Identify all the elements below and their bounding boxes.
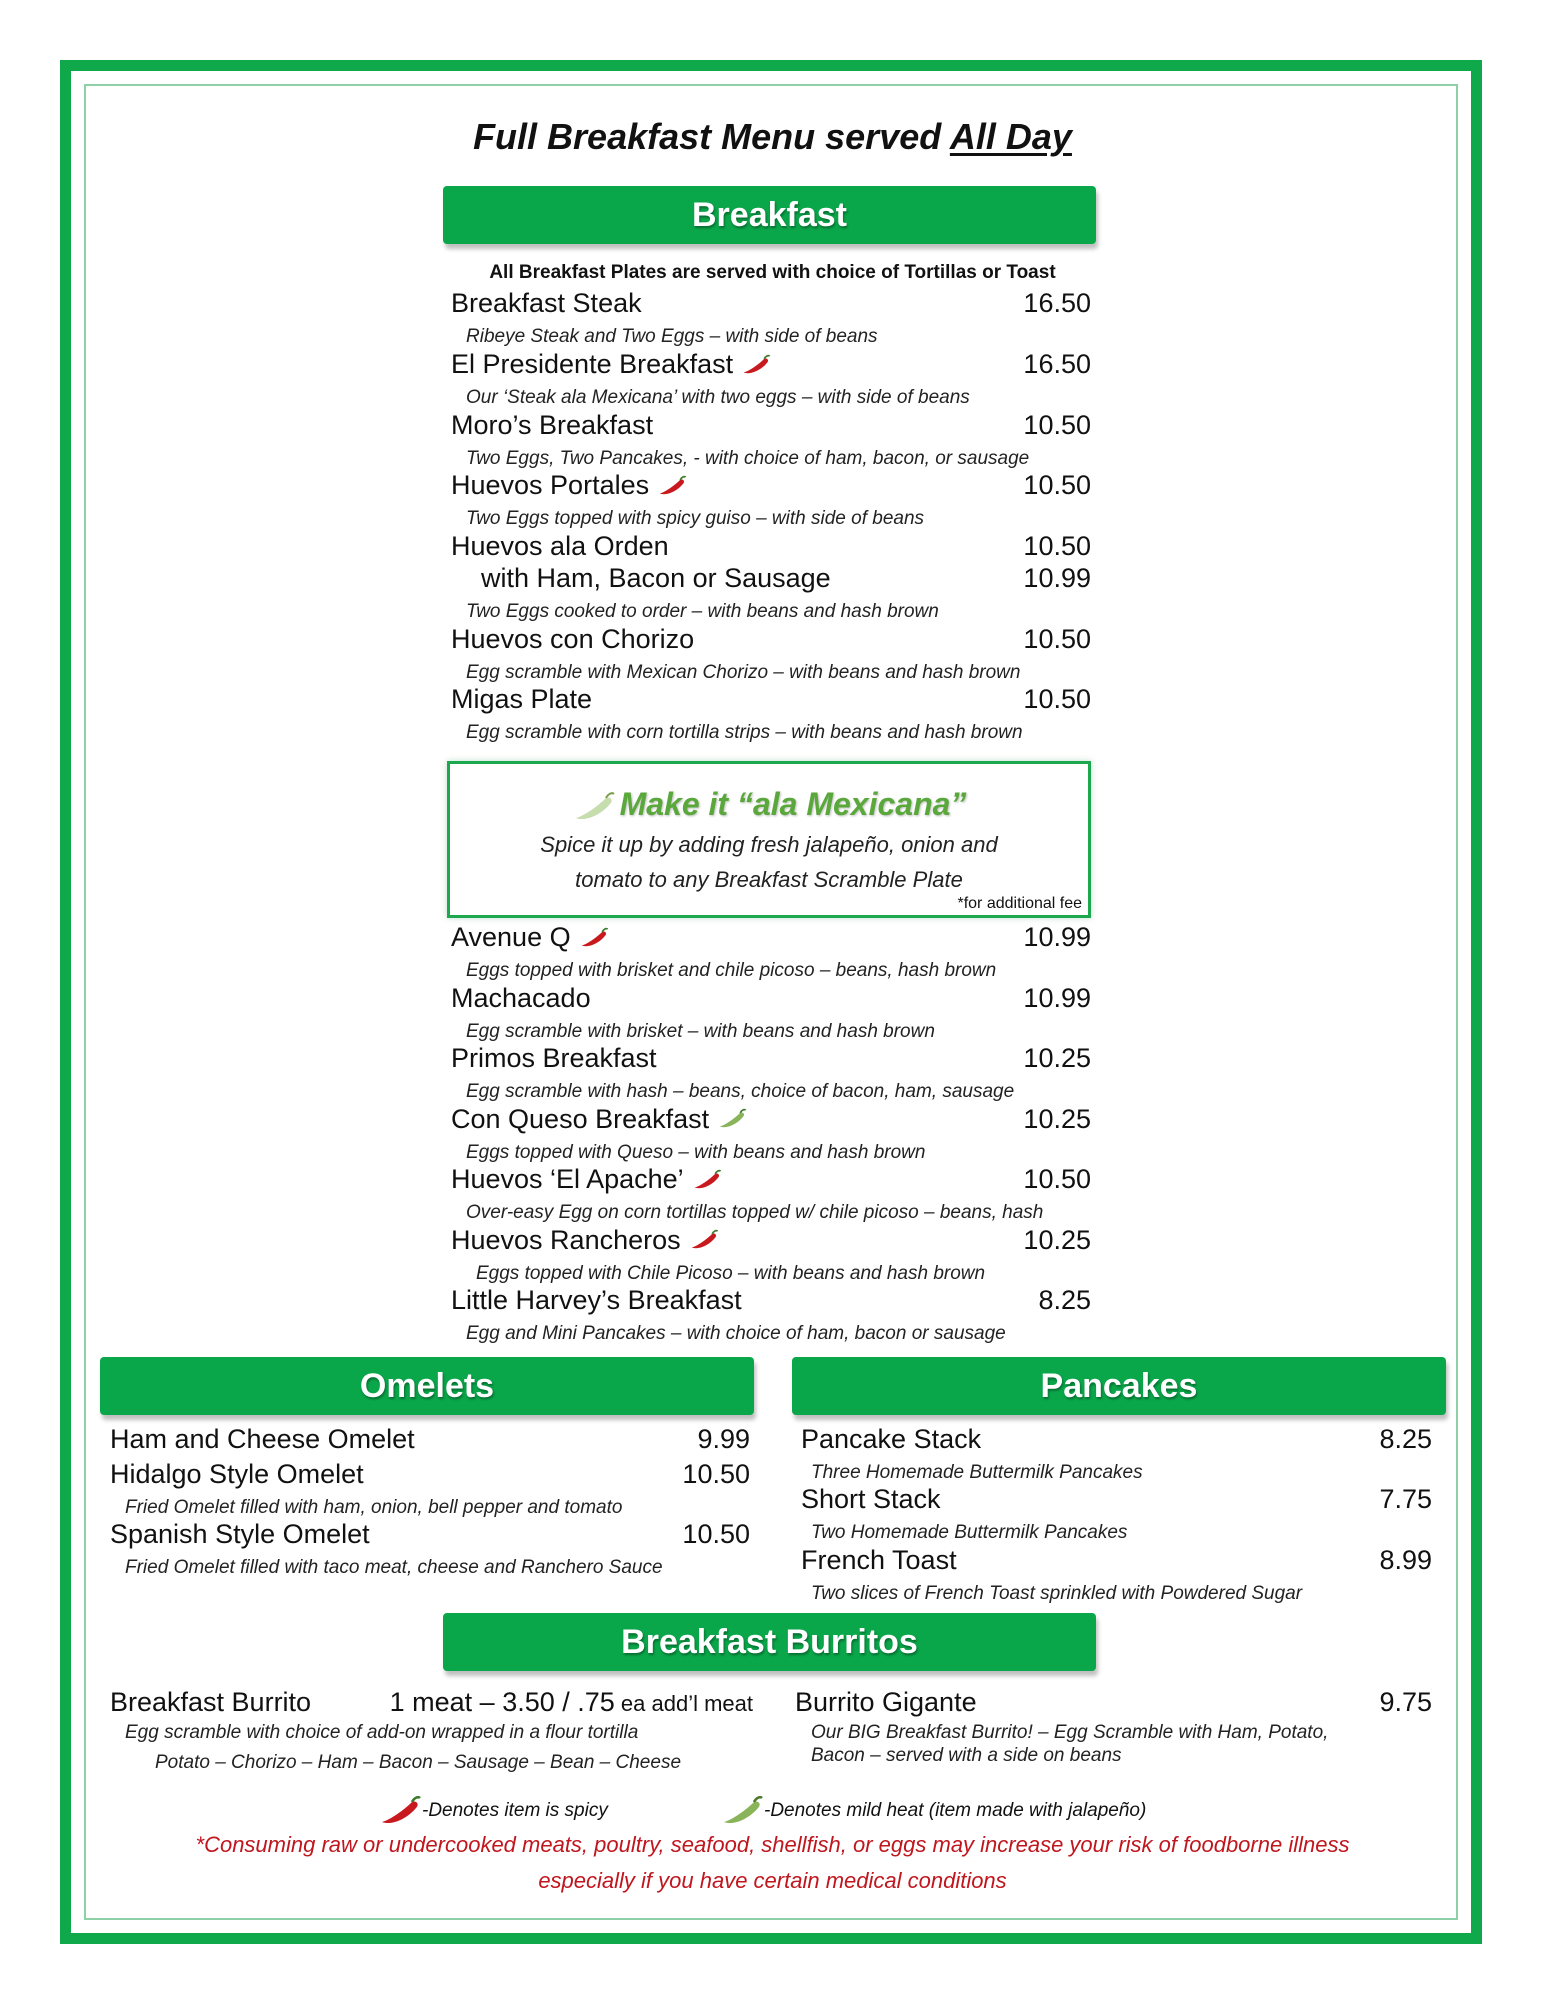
item-description: Three Homemade Buttermilk Pancakes bbox=[811, 1462, 1143, 1483]
warning-line1: *Consuming raw or undercooked meats, poultry, seafood, shellfish, or eggs may increase your risk of foodborne illness bbox=[195, 1832, 1350, 1857]
gigante-desc2: Bacon – served with a side on beans bbox=[811, 1745, 1122, 1766]
item-name bbox=[451, 983, 591, 1014]
item-price: 10.50 bbox=[1023, 531, 1091, 561]
warning-line2: especially if you have certain medical conditions bbox=[538, 1868, 1007, 1893]
item-price: 10.50 bbox=[1023, 684, 1091, 714]
item-name-text: Little Harvey’s Breakfast bbox=[451, 1285, 742, 1315]
mild-jalapeno-icon bbox=[717, 1108, 747, 1130]
menu-item bbox=[481, 563, 1091, 594]
burrito-row bbox=[110, 1687, 753, 1718]
spicy-chili-icon bbox=[657, 475, 687, 497]
menu-item bbox=[451, 922, 1091, 953]
item-description: Egg scramble with brisket – with beans and hash brown bbox=[466, 1020, 935, 1042]
item-price: 10.50 bbox=[1023, 410, 1091, 440]
item-description: Our ‘Steak ala Mexicana’ with two eggs – with side of beans bbox=[466, 387, 970, 408]
item-name: Ham and Cheese Omelet bbox=[110, 1424, 415, 1454]
spicy-chili-icon bbox=[378, 1796, 422, 1826]
item-name-text: Breakfast Steak bbox=[451, 288, 642, 318]
item-name-text: Huevos Rancheros bbox=[451, 1224, 681, 1255]
menu-item bbox=[801, 1484, 1432, 1515]
item-description: Over-easy Egg on corn tortillas topped w/ chile picoso – beans, hash bbox=[466, 1202, 1044, 1223]
menu-item bbox=[451, 410, 1091, 441]
item-price: 16.50 bbox=[1023, 288, 1091, 318]
page-title bbox=[0, 116, 1545, 158]
item-price: 10.25 bbox=[1023, 1103, 1091, 1134]
item-price: 10.99 bbox=[1023, 922, 1091, 952]
item-description: Egg scramble with hash – beans, choice of bacon, ham, sausage bbox=[466, 1081, 1015, 1102]
menu-item bbox=[451, 1104, 1091, 1135]
item-name-text: El Presidente Breakfast bbox=[451, 349, 734, 379]
menu-item bbox=[451, 531, 1091, 562]
item-name bbox=[451, 470, 687, 501]
menu-item bbox=[451, 624, 1091, 655]
item-description: Egg scramble with corn tortilla strips – with beans and hash brown bbox=[466, 722, 1023, 743]
item-name-text: Migas Plate bbox=[451, 684, 593, 714]
item-price: 10.99 bbox=[1023, 563, 1091, 593]
item-name-text: Machacado bbox=[451, 982, 591, 1013]
item-name: Hidalgo Style Omelet bbox=[110, 1459, 364, 1489]
omelets-header: Omelets bbox=[100, 1357, 754, 1415]
item-name-text: Huevos Portales bbox=[451, 470, 650, 500]
item-description: Two Eggs cooked to order – with beans and hash brown bbox=[466, 601, 939, 622]
burrito-desc2: Potato – Chorizo – Ham – Bacon – Sausage – Bean – Cheese bbox=[155, 1752, 682, 1773]
item-name bbox=[451, 349, 771, 380]
item-price: 7.75 bbox=[1379, 1484, 1432, 1514]
item-name bbox=[451, 1164, 722, 1195]
item-description: Eggs topped with Chile Picoso – with beans and hash brown bbox=[476, 1262, 986, 1284]
item-price: 10.25 bbox=[1023, 1043, 1091, 1073]
callout-title-text: Make it “ala Mexicana” bbox=[619, 786, 967, 822]
gigante-name: Burrito Gigante bbox=[795, 1687, 977, 1717]
item-name-text: Huevos ala Orden bbox=[451, 531, 669, 561]
spicy-chili-icon bbox=[741, 354, 771, 376]
item-description: Egg scramble with Mexican Chorizo – with beans and hash brown bbox=[466, 662, 1021, 683]
item-name-text: Avenue Q bbox=[451, 922, 571, 952]
menu-item bbox=[451, 288, 1091, 319]
item-name bbox=[481, 563, 831, 594]
item-name bbox=[451, 1043, 657, 1074]
legend-mild bbox=[720, 1796, 1146, 1826]
item-description: Eggs topped with Queso – with beans and hash brown bbox=[466, 1141, 926, 1163]
menu-item bbox=[110, 1519, 750, 1550]
item-description: Two slices of French Toast sprinkled with Powdered Sugar bbox=[811, 1583, 1303, 1604]
gigante-row bbox=[795, 1687, 1432, 1718]
callout-fee: *for additional fee bbox=[957, 895, 1082, 912]
burrito-price-main: 1 meat – 3.50 / .75 bbox=[389, 1687, 615, 1717]
item-price: 8.25 bbox=[1379, 1424, 1432, 1454]
item-description: Two Homemade Buttermilk Pancakes bbox=[811, 1522, 1128, 1543]
item-description: Eggs topped with brisket and chile picoso – beans, hash brown bbox=[466, 960, 997, 981]
menu-item bbox=[451, 1043, 1091, 1074]
callout-line1: Spice it up by adding fresh jalapeño, onion and bbox=[540, 832, 998, 857]
item-name-text: Con Queso Breakfast bbox=[451, 1103, 710, 1134]
breakfast-header: Breakfast bbox=[443, 186, 1096, 244]
item-name bbox=[451, 410, 653, 441]
item-price: 16.50 bbox=[1023, 349, 1091, 379]
item-description: Ribeye Steak and Two Eggs – with side of beans bbox=[466, 326, 878, 347]
burrito-desc1: Egg scramble with choice of add-on wrapped in a flour tortilla bbox=[125, 1722, 639, 1743]
item-name: Pancake Stack bbox=[801, 1424, 982, 1454]
item-price: 8.25 bbox=[1038, 1285, 1091, 1315]
menu-item bbox=[451, 684, 1091, 715]
item-description: Two Eggs topped with spicy guiso – with side of beans bbox=[466, 508, 925, 529]
mild-jalapeno-icon bbox=[720, 1796, 764, 1826]
item-price: 8.99 bbox=[1379, 1545, 1432, 1575]
item-name bbox=[451, 531, 669, 562]
item-name-text: Huevos con Chorizo bbox=[451, 624, 695, 654]
item-name bbox=[451, 624, 694, 655]
burrito-price bbox=[390, 1687, 753, 1718]
item-name: French Toast bbox=[801, 1545, 957, 1575]
callout-title bbox=[450, 786, 1088, 823]
menu-item bbox=[451, 349, 1091, 380]
callout-line2: tomato to any Breakfast Scramble Plate bbox=[575, 867, 963, 892]
item-name: Short Stack bbox=[801, 1484, 941, 1514]
menu-item bbox=[451, 1225, 1091, 1256]
item-name-text: Huevos ‘El Apache’ bbox=[451, 1164, 684, 1194]
item-name-text: Moro’s Breakfast bbox=[451, 410, 654, 440]
item-price: 10.50 bbox=[682, 1459, 750, 1489]
item-name bbox=[451, 288, 642, 319]
item-price: 10.50 bbox=[1023, 624, 1091, 654]
item-name: Spanish Style Omelet bbox=[110, 1519, 370, 1549]
menu-item bbox=[801, 1545, 1432, 1576]
title-prefix: Full Breakfast Menu served bbox=[473, 116, 950, 157]
burrito-price-suffix: ea add’l meat bbox=[614, 1691, 753, 1716]
menu-item bbox=[451, 1164, 1091, 1195]
menu-item bbox=[110, 1424, 750, 1455]
gigante-price: 9.75 bbox=[1379, 1687, 1432, 1717]
item-price: 9.99 bbox=[697, 1424, 750, 1454]
burrito-name: Breakfast Burrito bbox=[110, 1687, 312, 1717]
item-price: 10.99 bbox=[1023, 982, 1091, 1013]
item-description: Fried Omelet filled with ham, onion, bell pepper and tomato bbox=[125, 1497, 623, 1518]
item-name bbox=[451, 1225, 719, 1256]
legend-spicy-text: -Denotes item is spicy bbox=[422, 1800, 608, 1821]
title-emphasis: All Day bbox=[949, 116, 1072, 157]
ala-mexicana-callout bbox=[447, 761, 1091, 918]
breakfast-note: All Breakfast Plates are served with choice of Tortillas or Toast bbox=[489, 262, 1056, 283]
item-price: 10.50 bbox=[1023, 1164, 1091, 1194]
item-description: Egg and Mini Pancakes – with choice of ham, bacon or sausage bbox=[466, 1323, 1006, 1344]
menu-item bbox=[451, 470, 1091, 501]
menu-item bbox=[451, 1285, 1091, 1316]
item-name-text: with Ham, Bacon or Sausage bbox=[481, 563, 831, 593]
menu-item bbox=[451, 983, 1091, 1014]
item-name-text: Primos Breakfast bbox=[451, 1043, 657, 1073]
item-description: Two Eggs, Two Pancakes, - with choice of ham, bacon, or sausage bbox=[466, 448, 1030, 469]
item-name bbox=[451, 1104, 747, 1135]
menu-item bbox=[801, 1424, 1432, 1455]
spicy-chili-icon bbox=[692, 1169, 722, 1191]
item-name bbox=[451, 684, 592, 715]
legend-mild-text: -Denotes mild heat (item made with jalapeño) bbox=[764, 1800, 1147, 1821]
burritos-header: Breakfast Burritos bbox=[443, 1613, 1096, 1671]
item-price: 10.50 bbox=[682, 1519, 750, 1549]
item-name bbox=[451, 1285, 742, 1316]
jalapeno-icon bbox=[572, 792, 616, 822]
spicy-chili-icon bbox=[579, 927, 609, 949]
item-price: 10.50 bbox=[1023, 470, 1091, 500]
menu-item bbox=[110, 1459, 750, 1490]
item-price: 10.25 bbox=[1023, 1224, 1091, 1255]
gigante-desc1: Our BIG Breakfast Burrito! – Egg Scramble with Ham, Potato, bbox=[811, 1722, 1329, 1743]
item-description: Fried Omelet filled with taco meat, cheese and Ranchero Sauce bbox=[125, 1557, 663, 1578]
spicy-chili-icon bbox=[689, 1229, 719, 1251]
pancakes-header: Pancakes bbox=[792, 1357, 1446, 1415]
item-name bbox=[451, 922, 609, 953]
legend-spicy bbox=[378, 1796, 608, 1826]
